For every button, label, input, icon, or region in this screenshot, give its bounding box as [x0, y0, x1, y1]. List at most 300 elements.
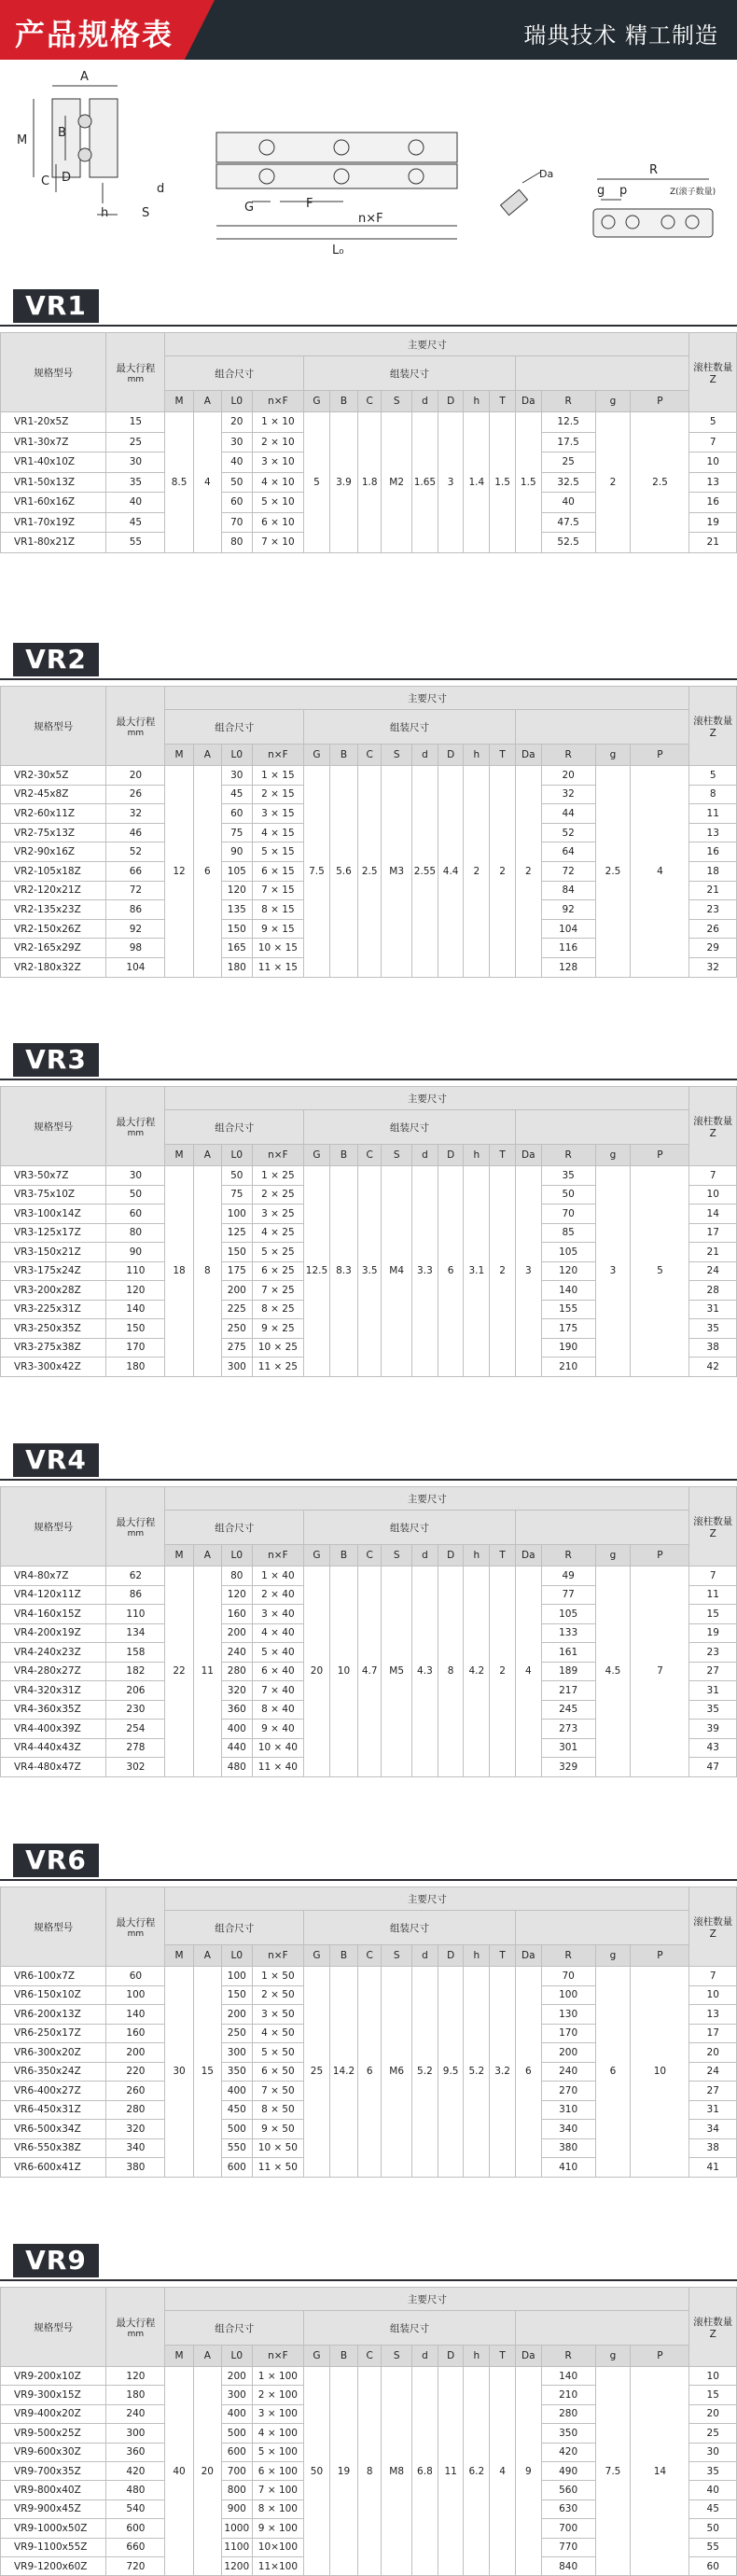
dim-s-cell: M4: [382, 1166, 412, 1377]
col-header-m: M: [165, 1945, 193, 1967]
dim-d-cell: 8: [438, 1566, 464, 1777]
dim-s-cell: M2: [382, 412, 412, 553]
col-header-d: D: [438, 1145, 464, 1166]
col-header-combo: 组合尺寸: [165, 1110, 304, 1145]
dim-label-d-upper: D: [62, 171, 72, 185]
col-header-m: M: [165, 1145, 193, 1166]
table-row: [1, 766, 737, 786]
dim-r-cell: 245: [541, 1700, 595, 1720]
col-header-stroke: [106, 687, 165, 766]
dim-nxf-cell: 7 × 50: [252, 2082, 303, 2101]
col-header-stroke-label: 最大行程: [116, 1916, 156, 1929]
col-header-b: B: [329, 1945, 357, 1967]
dim-r-cell: 175: [541, 1319, 595, 1339]
dim-g-cell: 5: [304, 412, 330, 553]
dim-t-cell: 2: [490, 1166, 516, 1377]
col-header-h: h: [464, 1145, 490, 1166]
roller-count-cell: 42: [689, 1358, 737, 1377]
dim-nxf-cell: 8 × 25: [252, 1300, 303, 1319]
roller-count-cell: 31: [689, 2100, 737, 2120]
model-cell: VR9-800x40Z: [1, 2481, 106, 2499]
col-header-r: R: [541, 1545, 595, 1566]
dim-s-cell: M6: [382, 1967, 412, 2178]
col-header-c: C: [358, 1545, 382, 1566]
dim-m-cell: 22: [165, 1566, 193, 1777]
model-cell: VR3-50x7Z: [1, 1166, 106, 1186]
dim-a-cell: 4: [193, 412, 221, 553]
dim-da-cell: 3: [515, 1166, 541, 1377]
col-header-d: D: [438, 1945, 464, 1967]
col-header-main-dimensions: 主要尺寸: [165, 1887, 689, 1911]
col-header-t: T: [490, 745, 516, 766]
dim-l0-cell: 800: [221, 2481, 252, 2499]
section-heading: VR6: [13, 1844, 99, 1877]
col-header-rollers-symbol: Z: [709, 1527, 716, 1539]
col-header-h: h: [464, 745, 490, 766]
dim-r-cell: 270: [541, 2082, 595, 2101]
col-header-main-dimensions: 主要尺寸: [165, 1487, 689, 1511]
col-header-stroke-label: 最大行程: [116, 1116, 156, 1128]
stroke-cell: 120: [106, 1281, 165, 1301]
model-cell: VR6-350x24Z: [1, 2062, 106, 2082]
col-header-h: h: [464, 1945, 490, 1967]
stroke-cell: 600: [106, 2519, 165, 2538]
col-header-stroke-unit: mm: [127, 2329, 145, 2339]
roller-count-cell: 10: [689, 1985, 737, 2005]
roller-count-cell: 21: [689, 881, 737, 900]
model-cell: VR9-200x10Z: [1, 2367, 106, 2386]
roller-count-cell: 20: [689, 2043, 737, 2063]
section-divider: [0, 2279, 737, 2281]
col-header-b: B: [329, 1145, 357, 1166]
col-header-d: d: [412, 745, 438, 766]
dim-b-cell: 5.6: [329, 766, 357, 978]
stroke-cell: 200: [106, 2043, 165, 2063]
dim-label-da: Da: [539, 168, 554, 180]
dim-h-cell: 6.2: [464, 2367, 490, 2576]
dim-r-cell: 840: [541, 2556, 595, 2575]
dim-r-cell: 44: [541, 804, 595, 824]
dim-nxf-cell: 10 × 40: [252, 1738, 303, 1758]
dim-nxf-cell: 1 × 40: [252, 1566, 303, 1586]
dim-g-small-cell: 6: [595, 1967, 631, 2178]
dim-d-cell: 6: [438, 1166, 464, 1377]
dim-label-c: C: [41, 174, 50, 188]
model-cell: VR4-440x43Z: [1, 1738, 106, 1758]
dim-r-cell: 700: [541, 2519, 595, 2538]
model-cell: VR1-80x21Z: [1, 533, 106, 553]
dim-t-cell: 2: [490, 1566, 516, 1777]
model-cell: VR6-550x38Z: [1, 2138, 106, 2158]
dim-r-cell: 210: [541, 1358, 595, 1377]
roller-count-cell: 30: [689, 2443, 737, 2461]
spec-table-vr9: [0, 2287, 737, 2576]
col-header-g: g: [595, 2346, 631, 2367]
col-header-main-dimensions: 主要尺寸: [165, 333, 689, 356]
model-cell: VR2-105x18Z: [1, 861, 106, 881]
dim-g-cell: 50: [304, 2367, 330, 2576]
stroke-cell: 30: [106, 453, 165, 473]
dim-g-cell: 7.5: [304, 766, 330, 978]
page-header: [0, 0, 737, 60]
spec-table-vr6: [0, 1887, 737, 2178]
dim-nxf-cell: 8 × 40: [252, 1700, 303, 1720]
dim-nxf-cell: 2 × 100: [252, 2386, 303, 2404]
stroke-cell: 90: [106, 1243, 165, 1262]
dim-p-cell: 4: [631, 766, 689, 978]
col-header-d: D: [438, 745, 464, 766]
stroke-cell: 180: [106, 1358, 165, 1377]
model-cell: VR9-1100x55Z: [1, 2538, 106, 2556]
dim-r-cell: 50: [541, 1185, 595, 1204]
dim-r-cell: 120: [541, 1261, 595, 1281]
col-header-p: P: [631, 2346, 689, 2367]
col-header-g: G: [304, 2346, 330, 2367]
roller-count-cell: 41: [689, 2158, 737, 2178]
dim-t-cell: 4: [490, 2367, 516, 2576]
dim-nxf-cell: 8 × 50: [252, 2100, 303, 2120]
dim-nxf-cell: 4 × 50: [252, 2024, 303, 2043]
dim-r-cell: 301: [541, 1738, 595, 1758]
stroke-cell: 72: [106, 881, 165, 900]
dim-b-cell: 19: [329, 2367, 357, 2576]
col-header-model: 规格型号: [1, 687, 106, 766]
model-cell: VR1-60x16Z: [1, 493, 106, 513]
dim-l0-cell: 75: [221, 823, 252, 842]
roller-count-cell: 26: [689, 919, 737, 939]
roller-count-cell: 28: [689, 1281, 737, 1301]
stroke-cell: 20: [106, 766, 165, 786]
stroke-cell: 340: [106, 2138, 165, 2158]
roller-count-cell: 17: [689, 1223, 737, 1243]
dim-nxf-cell: 11 × 25: [252, 1358, 303, 1377]
dim-l0-cell: 105: [221, 861, 252, 881]
dim-g-small-cell: 2.5: [595, 766, 631, 978]
dim-r-cell: 100: [541, 1985, 595, 2005]
col-header-blank: [515, 1511, 689, 1545]
stroke-cell: 206: [106, 1681, 165, 1701]
dim-nxf-cell: 4 × 100: [252, 2424, 303, 2443]
dim-l0-cell: 600: [221, 2443, 252, 2461]
dim-l0-cell: 250: [221, 1319, 252, 1339]
model-cell: VR2-120x21Z: [1, 881, 106, 900]
dim-nxf-cell: 8 × 15: [252, 900, 303, 920]
dim-r-cell: 190: [541, 1338, 595, 1358]
dim-r-cell: 161: [541, 1643, 595, 1663]
dim-d-cell: 3.3: [412, 1166, 438, 1377]
dim-h-cell: 1.4: [464, 412, 490, 553]
dim-nxf-cell: 4 × 15: [252, 823, 303, 842]
model-cell: VR2-135x23Z: [1, 900, 106, 920]
dim-r-cell: 70: [541, 1204, 595, 1224]
roller-count-cell: 47: [689, 1758, 737, 1777]
dim-l0-cell: 150: [221, 1985, 252, 2005]
dim-nxf-cell: 2 × 15: [252, 785, 303, 804]
dim-l0-cell: 700: [221, 2461, 252, 2480]
dim-nxf-cell: 5 × 100: [252, 2443, 303, 2461]
roller-count-cell: 7: [689, 1566, 737, 1586]
section-heading: VR1: [13, 289, 99, 323]
dim-nxf-cell: 4 × 10: [252, 472, 303, 493]
dim-r-cell: 32: [541, 785, 595, 804]
dim-r-cell: 47.5: [541, 512, 595, 533]
stroke-cell: 25: [106, 432, 165, 453]
col-header-t: T: [490, 2346, 516, 2367]
roller-count-cell: 60: [689, 2556, 737, 2575]
col-header-g: g: [595, 745, 631, 766]
dim-l0-cell: 30: [221, 432, 252, 453]
stroke-cell: 230: [106, 1700, 165, 1720]
dim-l0-cell: 1000: [221, 2519, 252, 2538]
model-cell: VR3-100x14Z: [1, 1204, 106, 1224]
dim-l0-cell: 300: [221, 2043, 252, 2063]
section-heading: VR3: [13, 1043, 99, 1077]
dim-r-cell: 329: [541, 1758, 595, 1777]
stroke-cell: 380: [106, 2158, 165, 2178]
table-row: [1, 1166, 737, 1186]
roller-count-cell: 35: [689, 2461, 737, 2480]
dim-nxf-cell: 3 × 10: [252, 453, 303, 473]
col-header-g: g: [595, 1945, 631, 1967]
model-cell: VR9-1200x60Z: [1, 2556, 106, 2575]
dim-l0-cell: 500: [221, 2120, 252, 2139]
dim-l0-cell: 45: [221, 785, 252, 804]
dim-g-small-cell: 2: [595, 412, 631, 553]
col-header-c: C: [358, 391, 382, 412]
col-header-da: Da: [515, 745, 541, 766]
col-header-d: d: [412, 2346, 438, 2367]
stroke-cell: 62: [106, 1566, 165, 1586]
col-header-m: M: [165, 745, 193, 766]
col-header-stroke-unit: mm: [127, 1528, 145, 1539]
col-header-d: D: [438, 2346, 464, 2367]
stroke-cell: 278: [106, 1738, 165, 1758]
dim-label-d-lower: d: [157, 182, 165, 196]
col-header-install: 组装尺寸: [304, 1511, 516, 1545]
dim-r-cell: 217: [541, 1681, 595, 1701]
dim-r-cell: 84: [541, 881, 595, 900]
col-header-l0: L0: [221, 745, 252, 766]
dim-d-cell: 3: [438, 412, 464, 553]
dim-r-cell: 130: [541, 2005, 595, 2025]
stroke-cell: 80: [106, 1223, 165, 1243]
dim-l0-cell: 480: [221, 1758, 252, 1777]
dim-nxf-cell: 2 × 10: [252, 432, 303, 453]
dim-r-cell: 70: [541, 1967, 595, 1986]
dim-nxf-cell: 5 × 15: [252, 842, 303, 862]
dim-label-l0: L₀: [332, 244, 344, 258]
dim-c-cell: 6: [358, 1967, 382, 2178]
col-header-combo: 组合尺寸: [165, 710, 304, 745]
col-header-da: Da: [515, 1945, 541, 1967]
col-header-rollers-symbol: Z: [709, 1127, 716, 1139]
stroke-cell: 660: [106, 2538, 165, 2556]
roller-count-cell: 29: [689, 939, 737, 958]
stroke-cell: 92: [106, 919, 165, 939]
col-header-r: R: [541, 391, 595, 412]
dim-nxf-cell: 7 × 10: [252, 533, 303, 553]
col-header-g: G: [304, 745, 330, 766]
dim-l0-cell: 1100: [221, 2538, 252, 2556]
col-header-r: R: [541, 1945, 595, 1967]
dim-p-cell: 5: [631, 1166, 689, 1377]
stroke-cell: 15: [106, 412, 165, 433]
dim-l0-cell: 120: [221, 1585, 252, 1605]
stroke-cell: 280: [106, 2100, 165, 2120]
dim-h-cell: 4.2: [464, 1566, 490, 1777]
dim-c-cell: 8: [358, 2367, 382, 2576]
dimension-diagram: [0, 62, 737, 285]
col-header-b: B: [329, 391, 357, 412]
stroke-cell: 86: [106, 900, 165, 920]
page-title: 产品规格表: [15, 17, 174, 52]
col-header-stroke-label: 最大行程: [116, 2317, 156, 2329]
dim-l0-cell: 350: [221, 2062, 252, 2082]
roller-count-cell: 34: [689, 2120, 737, 2139]
dim-label-a: A: [80, 70, 89, 84]
model-cell: VR9-300x15Z: [1, 2386, 106, 2404]
roller-count-cell: 27: [689, 1662, 737, 1681]
dim-r-cell: 40: [541, 493, 595, 513]
stroke-cell: 220: [106, 2062, 165, 2082]
dim-g-small-cell: 7.5: [595, 2367, 631, 2576]
col-header-stroke-unit: mm: [127, 374, 145, 384]
dim-nxf-cell: 8 × 100: [252, 2499, 303, 2518]
dim-nxf-cell: 4 × 25: [252, 1223, 303, 1243]
dim-nxf-cell: 10 × 15: [252, 939, 303, 958]
dim-r-cell: 52: [541, 823, 595, 842]
model-cell: VR9-900x45Z: [1, 2499, 106, 2518]
dim-l0-cell: 160: [221, 1605, 252, 1624]
col-header-rollers: [689, 687, 737, 766]
model-cell: VR4-400x39Z: [1, 1720, 106, 1739]
dim-c-cell: 2.5: [358, 766, 382, 978]
stroke-cell: 140: [106, 2005, 165, 2025]
dim-nxf-cell: 10 × 50: [252, 2138, 303, 2158]
stroke-cell: 110: [106, 1261, 165, 1281]
dim-l0-cell: 200: [221, 1281, 252, 1301]
model-cell: VR2-150x26Z: [1, 919, 106, 939]
model-cell: VR1-50x13Z: [1, 472, 106, 493]
stroke-cell: 32: [106, 804, 165, 824]
stroke-cell: 170: [106, 1338, 165, 1358]
col-header-da: Da: [515, 1145, 541, 1166]
col-header-s: S: [382, 1545, 412, 1566]
dim-r-cell: 20: [541, 766, 595, 786]
stroke-cell: 480: [106, 2481, 165, 2499]
model-cell: VR2-30x5Z: [1, 766, 106, 786]
roller-count-cell: 35: [689, 1319, 737, 1339]
roller-count-cell: 13: [689, 823, 737, 842]
col-header-install: 组装尺寸: [304, 1911, 516, 1945]
roller-count-cell: 17: [689, 2024, 737, 2043]
roller-count-cell: 10: [689, 1185, 737, 1204]
dim-d-cell: 9.5: [438, 1967, 464, 2178]
dim-l0-cell: 200: [221, 1623, 252, 1643]
roller-count-cell: 16: [689, 493, 737, 513]
dim-r-cell: 210: [541, 2386, 595, 2404]
col-header-nf: n×F: [252, 1945, 303, 1967]
dim-g-small-cell: 4.5: [595, 1566, 631, 1777]
dim-m-cell: 8.5: [165, 412, 193, 553]
col-header-da: Da: [515, 391, 541, 412]
col-header-main-dimensions: 主要尺寸: [165, 687, 689, 710]
model-cell: VR3-225x31Z: [1, 1300, 106, 1319]
dim-l0-cell: 240: [221, 1643, 252, 1663]
dim-l0-cell: 75: [221, 1185, 252, 1204]
model-cell: VR6-150x10Z: [1, 1985, 106, 2005]
col-header-c: C: [358, 1145, 382, 1166]
dim-b-cell: 3.9: [329, 412, 357, 553]
dim-r-cell: 128: [541, 957, 595, 977]
model-cell: VR6-250x17Z: [1, 2024, 106, 2043]
col-header-stroke-label: 最大行程: [116, 1516, 156, 1528]
dim-d-cell: 1.65: [412, 412, 438, 553]
col-header-d: D: [438, 1545, 464, 1566]
col-header-rollers-label: 滚柱数量: [693, 1915, 733, 1928]
col-header-g: g: [595, 1145, 631, 1166]
model-cell: VR3-125x17Z: [1, 1223, 106, 1243]
col-header-g: G: [304, 1945, 330, 1967]
dim-l0-cell: 60: [221, 493, 252, 513]
col-header-combo: 组合尺寸: [165, 2311, 304, 2346]
col-header-main-dimensions: 主要尺寸: [165, 1087, 689, 1110]
roller-count-cell: 7: [689, 432, 737, 453]
dim-r-cell: 35: [541, 1166, 595, 1186]
dim-l0-cell: 440: [221, 1738, 252, 1758]
stroke-cell: 60: [106, 1204, 165, 1224]
col-header-d: d: [412, 1145, 438, 1166]
dim-r-cell: 350: [541, 2424, 595, 2443]
col-header-p: P: [631, 1945, 689, 1967]
model-cell: VR4-320x31Z: [1, 1681, 106, 1701]
col-header-s: S: [382, 2346, 412, 2367]
model-cell: VR1-20x5Z: [1, 412, 106, 433]
model-cell: VR6-450x31Z: [1, 2100, 106, 2120]
dim-l0-cell: 80: [221, 533, 252, 553]
dim-h-cell: 5.2: [464, 1967, 490, 2178]
model-cell: VR9-700x35Z: [1, 2461, 106, 2480]
stroke-cell: 66: [106, 861, 165, 881]
dim-label-r: R: [649, 163, 659, 177]
dim-nxf-cell: 7 × 40: [252, 1681, 303, 1701]
dim-nxf-cell: 3 × 25: [252, 1204, 303, 1224]
dim-l0-cell: 120: [221, 881, 252, 900]
dim-p-cell: 7: [631, 1566, 689, 1777]
dim-r-cell: 17.5: [541, 432, 595, 453]
roller-count-cell: 10: [689, 453, 737, 473]
stroke-cell: 46: [106, 823, 165, 842]
col-header-p: P: [631, 745, 689, 766]
section-divider: [0, 1479, 737, 1481]
model-cell: VR3-200x28Z: [1, 1281, 106, 1301]
col-header-nf: n×F: [252, 391, 303, 412]
col-header-r: R: [541, 2346, 595, 2367]
section-heading: VR4: [13, 1443, 99, 1477]
dim-nxf-cell: 9 × 40: [252, 1720, 303, 1739]
stroke-cell: 150: [106, 1319, 165, 1339]
model-cell: VR6-300x20Z: [1, 2043, 106, 2063]
dim-nxf-cell: 6 × 15: [252, 861, 303, 881]
col-header-c: C: [358, 745, 382, 766]
dim-g-cell: 25: [304, 1967, 330, 2178]
model-cell: VR2-45x8Z: [1, 785, 106, 804]
dim-r-cell: 92: [541, 900, 595, 920]
col-header-nf: n×F: [252, 2346, 303, 2367]
stroke-cell: 110: [106, 1605, 165, 1624]
dim-l0-cell: 360: [221, 1700, 252, 1720]
dim-r-cell: 77: [541, 1585, 595, 1605]
